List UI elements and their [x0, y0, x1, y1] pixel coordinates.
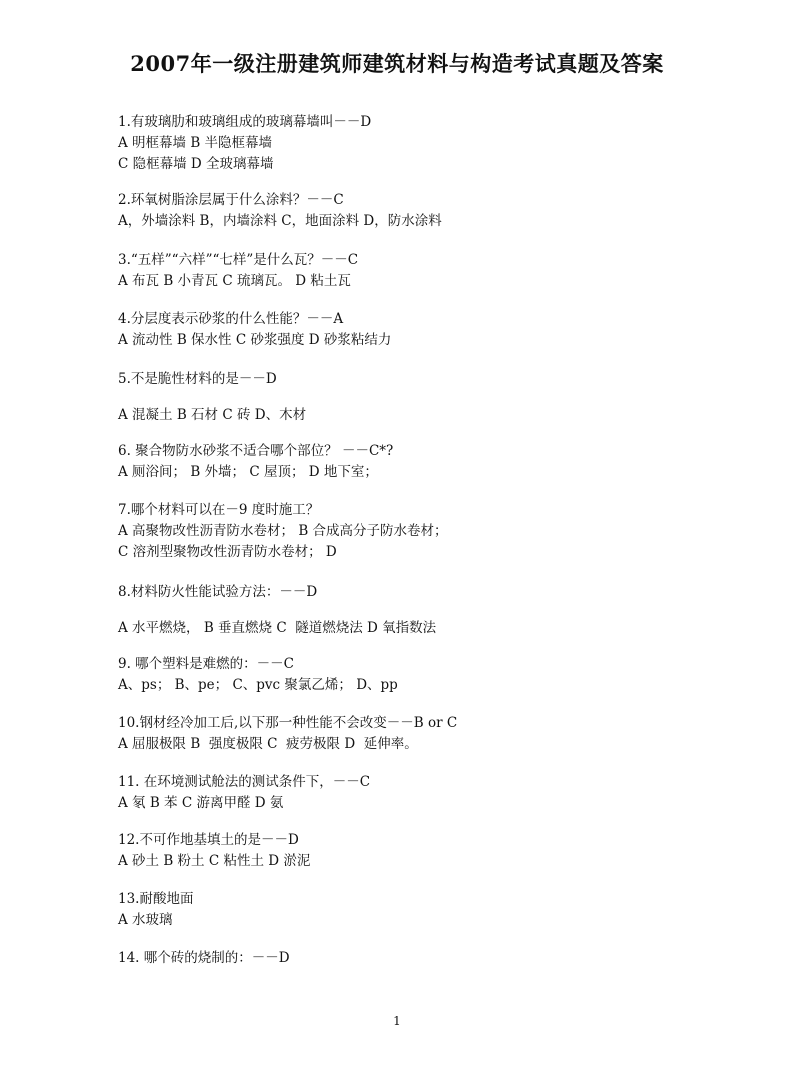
question-options: A 砂土 B 粉土 C 粘性土 D 淤泥: [118, 853, 311, 869]
question-text: 10.钢材经冷加工后,以下那一种性能不会改变－－B or C: [118, 715, 458, 731]
document-title: 2007年一级注册建筑师建筑材料与构造考试真题及答案: [130, 51, 664, 76]
question-options: C 溶剂型聚物改性沥青防水卷材； D: [118, 544, 337, 560]
question-text: 5.不是脆性材料的是－－D: [118, 371, 277, 387]
question-text: 2.环氧树脂涂层属于什么涂料？－－C: [118, 192, 344, 208]
question-text: 4.分层度表示砂浆的什么性能？－－A: [118, 311, 344, 327]
question-11: [118, 772, 738, 814]
question-10: [118, 713, 738, 755]
question-text: 7.哪个材料可以在－9 度时施工？: [118, 502, 320, 518]
question-text: 11. 在环境测试舱法的测试条件下，－－C: [118, 774, 371, 790]
question-text: 13.耐酸地面: [118, 891, 194, 907]
question-options: A 混凝土 B 石材 C 砖 D、木材: [118, 407, 307, 423]
question-text: 14. 哪个砖的烧制的：－－D: [118, 950, 290, 966]
question-options: A 布瓦 B 小青瓦 C 琉璃瓦。 D 粘土瓦: [118, 273, 351, 289]
question-text: 6. 聚合物防水砂浆不适合哪个部位？ －－C*?: [118, 443, 394, 459]
question-text: 8.材料防火性能试验方法：－－D: [118, 584, 318, 600]
question-text: 12.不可作地基填土的是－－D: [118, 832, 299, 848]
question-3: [118, 250, 738, 292]
question-options: A 流动性 B 保水性 C 砂浆强度 D 砂浆粘结力: [118, 332, 392, 348]
question-8: [118, 582, 738, 639]
question-options: A 氡 B 苯 C 游离甲醛 D 氨: [118, 795, 284, 811]
question-text: 9. 哪个塑料是难燃的：－－C: [118, 656, 295, 672]
question-options: A 水玻璃: [118, 912, 173, 928]
question-6: [118, 441, 738, 483]
page-number: 1: [393, 1014, 401, 1028]
question-2: [118, 190, 738, 232]
question-options: A 屈服极限 B 强度极限 C 疲劳极限 D 延伸率。: [118, 736, 418, 752]
question-1: [118, 112, 738, 175]
question-4: [118, 309, 738, 351]
question-options: A 水平燃烧， B 垂直燃烧 C 隧道燃烧法 D 氧指数法: [118, 620, 437, 636]
question-14: [118, 948, 738, 969]
question-9: [118, 654, 738, 696]
question-options: A 高聚物改性沥青防水卷材； B 合成高分子防水卷材；: [118, 523, 448, 539]
question-12: [118, 830, 738, 872]
question-options: A、ps； B、pe； C、pvc 聚氯乙烯； D、pp: [118, 677, 398, 693]
question-options: A，外墙涂料 B，内墙涂料 C，地面涂料 D，防水涂料: [118, 213, 442, 229]
question-13: [118, 889, 738, 931]
question-options: C 隐框幕墙 D 全玻璃幕墙: [118, 156, 274, 172]
question-7: [118, 500, 738, 563]
question-options: A 明框幕墙 B 半隐框幕墙: [118, 135, 273, 151]
question-options: A 厕浴间； B 外墙； C 屋顶； D 地下室；: [118, 464, 378, 480]
question-5: [118, 369, 738, 426]
question-text: 3.“五样”“六样”“七样”是什么瓦？－－C: [118, 252, 359, 268]
question-text: 1.有玻璃肋和玻璃组成的玻璃幕墙叫－－D: [118, 114, 372, 130]
